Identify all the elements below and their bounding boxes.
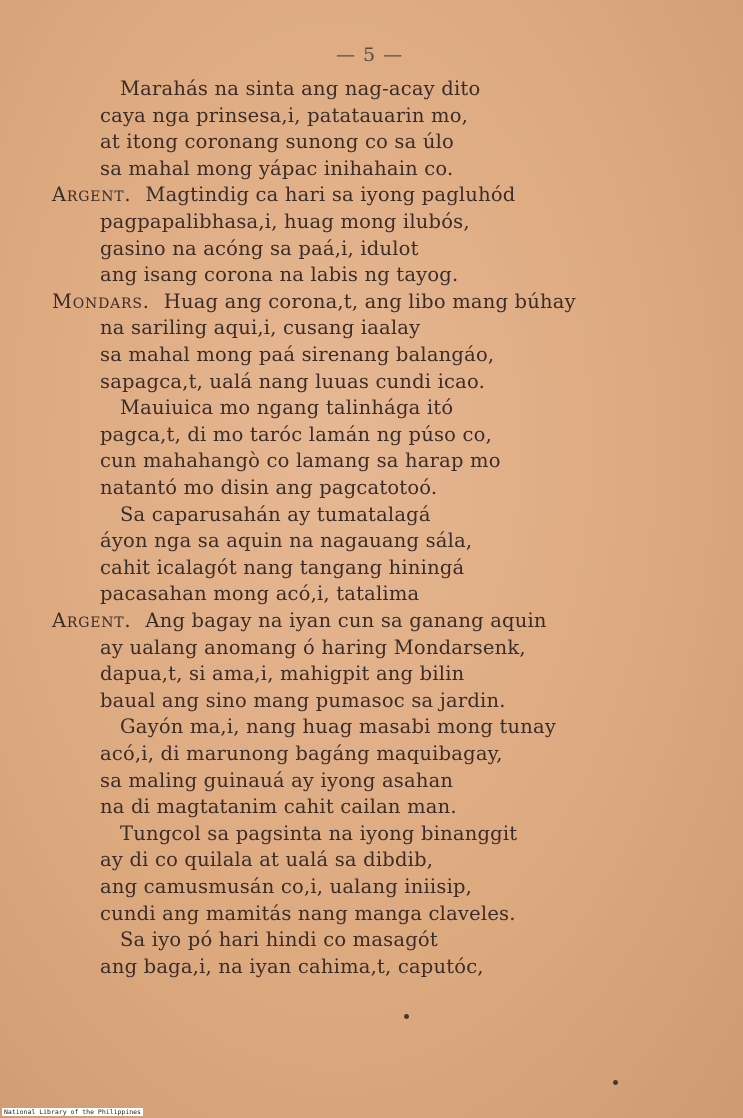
speaker-name: Mondars.	[52, 289, 150, 313]
verse-line: áyon nga sa aquin na nagauang sála,	[100, 529, 473, 553]
ink-speck	[404, 1014, 409, 1019]
verse-line: Tungcol sa pagsinta na iyong binanggit	[120, 821, 518, 845]
verse-line: Sa iyo pó hari hindi co masagót	[120, 928, 438, 952]
ink-speck	[613, 1080, 618, 1085]
verse-line: sapagca,t, ualá nang luuas cundi icao.	[100, 369, 485, 393]
verse-line: natantó mo disin ang pagcatotoó.	[100, 476, 438, 499]
page-number: — 5 —	[336, 44, 404, 66]
verse-line: dapua,t, si ama,i, mahigpit ang bilin	[100, 662, 465, 686]
verse-line: cahit icalagót nang tangang hiningá	[100, 555, 465, 579]
verse-text: Magtindig ca hari sa iyong pagluhód	[145, 183, 516, 207]
verse-line: sa maling guinauá ay iyong asahan	[100, 768, 454, 792]
speaker-line	[52, 289, 576, 315]
verse-text: Ang bagay na iyan cun sa ganang aquin	[145, 609, 547, 632]
verse-line: ang baga,i, na iyan cahima,t, caputóc,	[100, 954, 484, 978]
speaker-name: Argent.	[52, 183, 132, 207]
verse-line: pagca,t, di mo taróc lamán ng púso co,	[100, 422, 492, 446]
footer-credit: National Library of the Philippines	[4, 1108, 141, 1116]
verse-line: na di magtatanim cahit cailan man.	[100, 795, 457, 819]
verse-line: Mauiuica mo ngang talinhága itó	[120, 396, 454, 420]
verse-line: Gayón ma,i, nang huag masabi mong tunay	[120, 715, 557, 739]
speaker-name: Argent.	[52, 609, 132, 632]
verse-line: Marahás na sinta ang nag-acay dito	[120, 77, 481, 100]
verse-line: gasino na acóng sa paá,i, idulot	[100, 236, 419, 260]
verse-line: Sa caparusahán ay tumatalagá	[120, 502, 431, 526]
verse-line: acó,i, di marunong bagáng maquibagay,	[100, 742, 503, 765]
verse-line: at itong coronang sunong co sa úlo	[100, 130, 454, 154]
verse-line: pagpapalibhasa,i, huag mong ilubós,	[100, 210, 470, 233]
verse-line: na sariling aqui,i, cusang iaalay	[100, 316, 421, 340]
verse-text: Huag ang corona,t, ang libo mang búhay	[163, 289, 576, 313]
verse-line: pacasahan mong acó,i, tatalima	[100, 582, 420, 606]
verse-line: ay ualang anomang ó haring Mondarsenk,	[100, 635, 526, 659]
verse-line: sa mahal mong paá sirenang balangáo,	[100, 343, 495, 366]
verse-line: sa mahal mong yápac inihahain co.	[100, 156, 454, 180]
verse-line: caya nga prinsesa,i, patatauarin mo,	[100, 103, 469, 127]
verse-line: ay di co quilala at ualá sa dibdib,	[100, 848, 434, 872]
speaker-line	[52, 608, 547, 634]
verse-line: cundi ang mamitás nang manga claveles.	[100, 901, 516, 925]
verse-line: ang camusmusán co,i, ualang iniisip,	[100, 875, 473, 898]
verse-line: baual ang sino mang pumasoc sa jardin.	[100, 688, 506, 712]
verse-line: ang isang corona na labis ng tayog.	[100, 263, 459, 287]
verse-line: cun mahahangò co lamang sa harap mo	[100, 449, 501, 473]
speaker-line	[52, 182, 515, 208]
